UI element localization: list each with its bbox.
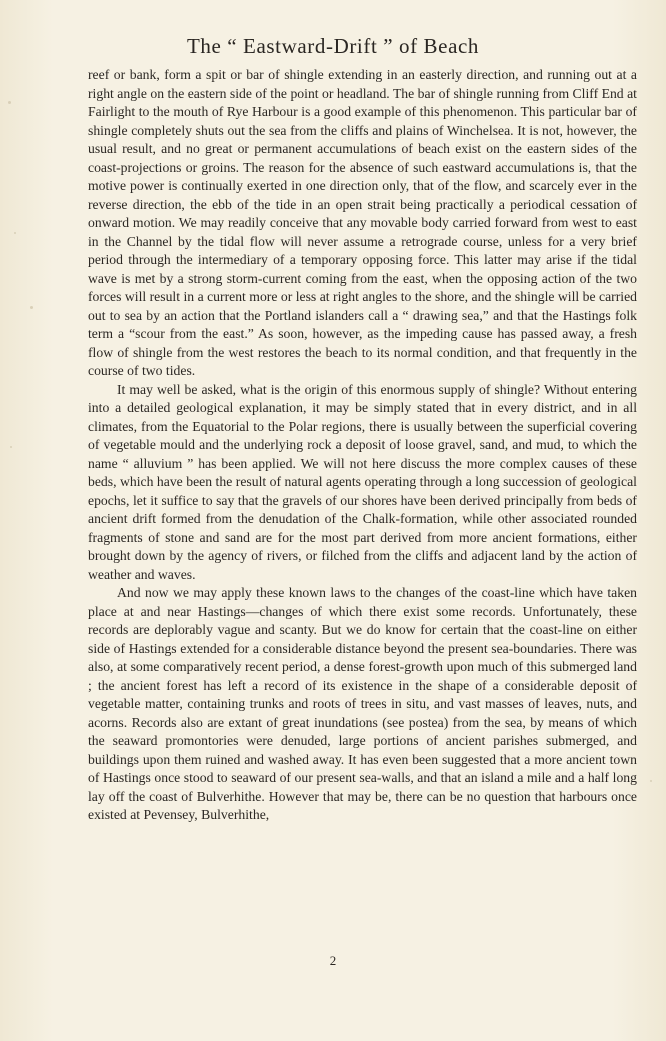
- page-number: 2: [329, 953, 337, 968]
- paragraph-2: It may well be asked, what is the origin of this enormous supply of shingle? Without entering into a detailed geological explanation, it may be simply stated that in every district, and in all climates, from the Equatorial to the Polar regions, there is usually between the superficial covering of vegetable mould and the underlying rock a deposit of loose gravel, sand, and mud, to which the name “ alluvium ” has been applied. We will not here discuss the more complex causes of these beds, which have been the result of natural agents operating through a long succession of geological epochs, let it suffice to say that the gravels of our shores have been derived principally from beds of ancient drift formed from the denudation of the Chalk-formation, while other associated rounded fragments of stone and sand are for the most part derived from more ancient formations, either brought down by the agency of rivers, or filched from the cliffs and adjacent land by the action of weather and waves.: [88, 381, 637, 582]
- paper-speck: [650, 780, 652, 782]
- paragraph-3: And now we may apply these known laws to the changes of the coast-line which have taken place at and near Hastings—changes of which there exist some records. Unfortunately, these records are deplorably vague and scanty. But we do know for certain that the coast-line on either side of Hastings extended for a considerable distance beyond the present sea-boundaries. There was also, at some comparatively recent period, a dense forest-growth upon much of this submerged land ; the ancient forest has left a record of its existence in the shape of a considerable deposit of vegetable matter, containing trunks and roots of trees in situ, and vast masses of leaves, nuts, and acorns. Records also are extant of great inundations (see postea) from the sea, by means of which the seaward promontories were denuded, large portions of ancient parishes submerged, and buildings upon them ruined and washed away. It has even been suggested that a more ancient town of Hastings once stood to seaward of our present sea-walls, and that an island a mile and a half long lay off the coast of Bulverhithe. However that may be, there can be no question that harbours once existed at Pevensey, Bulverhithe,: [88, 585, 637, 822]
- running-title: The “ Eastward-Drift ” of Beach: [186, 34, 480, 58]
- paper-speck: [8, 101, 11, 104]
- paper-speck: [14, 232, 16, 234]
- paper-speck: [10, 446, 12, 448]
- paper-speck: [30, 306, 33, 309]
- paragraph-1: reef or bank, form a spit or bar of shingle extending in an easterly direction, and running out at a right angle on the eastern side of the point or headland. The bar of shingle running from Cliff End at Fairlight to the mouth of Rye Harbour is a good example of this phenomenon. This particular bar of shingle completely shuts out the sea from the cliffs and plains of Winchelsea. It is not, however, the usual result, and no great or permanent accumulations of beach exist on the eastern sides of the coast-projections or groins. The reason for the absence of such eastward accumulations is, that the motive power is continually exerted in one direction only, that of the flow, and scarcely ever in the reverse direction, the ebb of the tide in an open strait being practically a periodical cessation of onward motion. We may readily conceive that any movable body carried forward from west to east in the Channel by the tidal flow will never assume a retrograde course, unless for a very brief period through the intermediary of a temporary opposing force. This latter may arise if the tidal wave is met by a strong storm-current coming from the east, when the opposing action of the two forces will result in a current more or less at right angles to the shore, and the shingle will be carried out to sea by an action that the Portland islanders call a “ drawing sea,” and that the Hastings folk term a “scour from the east.” As soon, however, as the impeding cause has passed away, a fresh flow of shingle from the west restores the beach to its normal condition, and that frequently in the course of two tides.: [88, 67, 637, 378]
- body-text: [88, 66, 637, 825]
